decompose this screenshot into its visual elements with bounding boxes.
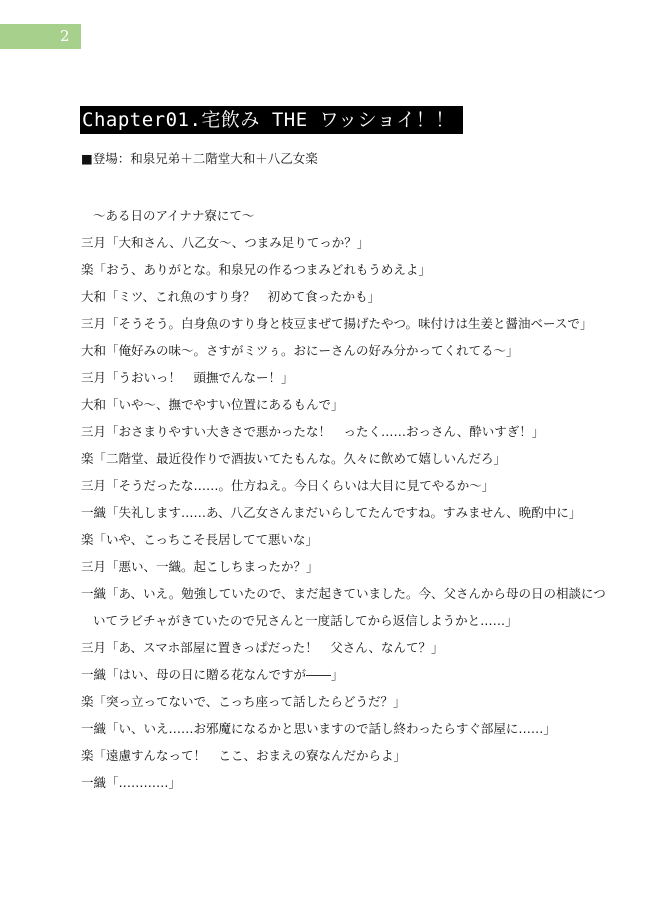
dialogue-line: 一織「はい、母の日に贈る花なんですが――」 [81,667,344,682]
dialogue-line: 一織「失礼します……あ、八乙女さんまだいらしてたんですね。すみません、晩酌中に」 [81,505,582,520]
dialogue-line: 楽「いや、こっちこそ長居してて悪いな」 [81,532,319,547]
dialogue-line: 楽「二階堂、最近役作りで酒抜いてたもんな。久々に飲めて嬉しいんだろ」 [81,451,507,466]
page-number-tab [0,24,81,49]
dialogue-line: 三月「おさまりやすい大きさで悪かったな！ ったく……おっさん、酔いすぎ！」 [81,424,545,439]
dialogue-line: 一織「い、いえ……お邪魔になるかと思いますので話し終わったらすぐ部屋に……」 [81,721,556,736]
dialogue-line: 楽「突っ立ってないで、こっち座って話したらどうだ？」 [81,694,406,709]
dialogue-line: 三月「そうだったな……。仕方ねえ。今日くらいは大目に見てやるか～」 [81,478,495,493]
dialogue-line: 大和「いや～、撫でやすい位置にあるもんで」 [81,397,344,412]
dialogue-line: 一織「…………」 [81,775,182,790]
dialogue-line: 三月「うおいっ！ 頭撫でんなー！」 [81,370,294,385]
dialogue-line: 一織「あ、いえ。勉強していたので、まだ起きていました。今、父さんから母の日の相談につ [81,586,606,601]
dialogue-line: 三月「大和さん、八乙女～、つまみ足りてっか？」 [81,235,370,250]
dialogue-line-continuation: いてラビチャがきていたので兄さんと一度話してから返信しようかと……」 [93,613,518,628]
cast-list: ■登場：和泉兄弟＋二階堂大和＋八乙女楽 [81,151,318,166]
chapter-title: Chapter01.宅飲み THE ワッショイ！！ [80,106,463,134]
scene-heading: ～ある日のアイナナ寮にて～ [93,208,255,223]
dialogue-line: 三月「そうそう。白身魚のすり身と枝豆まぜて揚げたやつ。味付けは生姜と醤油ベースで」 [81,316,593,331]
dialogue-line: 三月「あ、スマホ部屋に置きっぱだった！ 父さん、なんて？」 [81,640,444,655]
dialogue-line: 楽「遠慮すんなって！ ここ、おまえの寮なんだからよ」 [81,748,407,763]
page-number: 2 [60,27,70,45]
dialogue-line: 楽「おう、ありがとな。和泉兄の作るつまみどれもうめえよ」 [81,262,431,277]
dialogue-line: 大和「俺好みの味～。さすがミツぅ。おにーさんの好み分かってくれてる～」 [81,343,519,358]
dialogue-line: 大和「ミツ、これ魚のすり身？ 初めて食ったかも」 [81,289,381,304]
dialogue-line: 三月「悪い、一織。起こしちまったか？」 [81,559,319,574]
dialogue-block [81,202,606,796]
